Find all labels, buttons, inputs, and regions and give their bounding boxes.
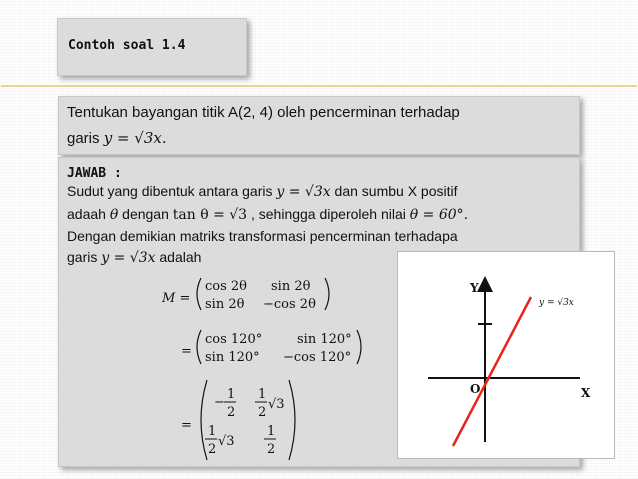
bracket-right-2: [357, 330, 361, 364]
graph-panel: [397, 251, 615, 459]
m1-a: cos 2θ: [205, 279, 248, 294]
answer-line-2-text-a: adaah: [67, 206, 110, 222]
answer-line-4-text-b: adalah: [155, 249, 202, 265]
answer-line-2-text-c: , sehingga diperoleh nilai: [247, 206, 410, 222]
question-line-1: Tentukan bayangan titik A(2, 4) oleh pencerminan terhadap: [67, 104, 460, 121]
m3-c-den: 2: [208, 442, 217, 457]
graph-svg: [398, 252, 614, 458]
m3-b-den: 2: [258, 405, 267, 420]
m3-a-sign: −: [214, 395, 225, 410]
bracket-left-3: [201, 380, 207, 460]
answer-line-2-math-2: θ = 60°.: [409, 207, 469, 223]
origin-label: O: [470, 382, 481, 396]
m2-d: −cos 120°: [283, 350, 352, 365]
answer-line-4-text-a: garis: [67, 249, 102, 265]
answer-line-2-math: tan θ = √3: [172, 207, 248, 223]
answer-line-1-text-a: Sudut yang dibentuk antara garis: [67, 183, 277, 199]
answer-line-1-math: y = √3x: [276, 184, 331, 200]
answer-line-3: Dengan demikian matriks transformasi pencerminan terhadapa: [67, 228, 458, 244]
question-line-2-math: y = √3x.: [103, 129, 167, 147]
m1-b: sin 2θ: [271, 279, 311, 294]
answer-line-4-math: y = √3x: [101, 250, 156, 266]
m2-a: cos 120°: [205, 332, 263, 347]
m1-d: −cos 2θ: [263, 297, 316, 312]
matrix-m-label: M =: [162, 291, 191, 306]
m3-b-root: √3: [268, 397, 285, 412]
line-label: y = √3x: [539, 298, 574, 308]
m1-c: sin 2θ: [205, 297, 245, 312]
answer-line-2-theta: θ: [109, 207, 119, 223]
bracket-right-3: [289, 380, 295, 460]
m3-a-num: 1: [227, 387, 236, 402]
y-axis-label: Y: [470, 281, 479, 295]
equals-sign-2: =: [181, 344, 192, 359]
question-box: [58, 96, 580, 155]
answer-line-1-text-b: dan sumbu X positif: [330, 183, 458, 199]
m3-c-num: 1: [208, 424, 217, 439]
bracket-right-1: [325, 278, 329, 310]
m3-d-num: 1: [267, 424, 276, 439]
m2-b: sin 120°: [297, 332, 352, 347]
question-line-2: [67, 129, 167, 147]
m3-b-num: 1: [258, 387, 267, 402]
answer-line-2-text-b: dengan: [118, 206, 173, 222]
title-box: [57, 18, 247, 76]
answer-label: JAWAB :: [67, 166, 122, 181]
m3-a-den: 2: [227, 405, 236, 420]
question-line-2-text: garis: [67, 130, 104, 147]
divider-line: [1, 85, 637, 87]
bracket-left-1: [197, 278, 201, 310]
equals-sign-3: =: [181, 418, 192, 433]
slide-title: Contoh soal 1.4: [68, 38, 186, 53]
m3-d-den: 2: [267, 442, 276, 457]
bracket-left-2: [197, 330, 201, 364]
x-axis-label: X: [581, 386, 591, 400]
m3-c-root: √3: [218, 434, 235, 449]
m2-c: sin 120°: [205, 350, 260, 365]
line-y-sqrt3x: [453, 297, 531, 446]
